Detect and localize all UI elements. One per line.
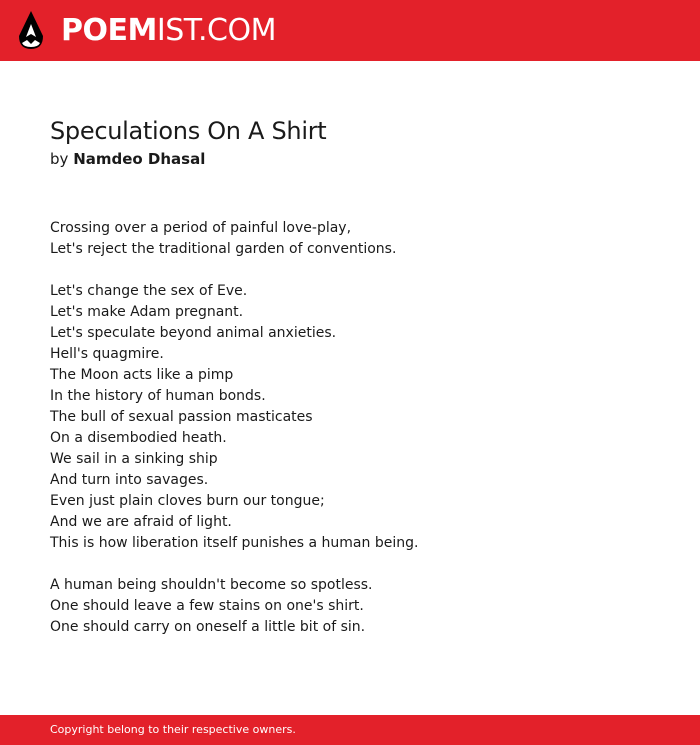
poem-line: One should leave a few stains on one's shirt. <box>50 598 364 614</box>
poem-line: Even just plain cloves burn our tongue; <box>50 493 325 509</box>
byline <box>50 148 205 170</box>
poem-line: And we are afraid of light. <box>50 514 232 530</box>
poem-line: And turn into savages. <box>50 472 209 488</box>
poem-line: This is how liberation itself punishes a human being. <box>50 535 419 551</box>
copyright-notice: Copyright belong to their respective owners. <box>50 723 296 736</box>
poem-line: On a disembodied heath. <box>50 430 227 446</box>
poem-line: Hell's quagmire. <box>50 346 164 362</box>
poem-line: Let's speculate beyond animal anxieties. <box>50 325 337 341</box>
logo-bold-part: POEM <box>61 13 157 48</box>
poem-line: In the history of human bonds. <box>50 388 266 404</box>
byline-label: by <box>50 150 69 168</box>
poem-line: Crossing over a period of painful love-play, <box>50 220 352 236</box>
poem-title: Speculations On A Shirt <box>50 117 327 145</box>
poem-line: A human being shouldn't become so spotless. <box>50 577 373 593</box>
stanza <box>50 281 670 554</box>
pen-nib-icon <box>18 10 44 50</box>
site-logo-text <box>61 13 276 49</box>
stanza <box>50 575 670 638</box>
site-header <box>0 0 700 61</box>
poem-line: Let's change the sex of Eve. <box>50 283 248 299</box>
poem-line: One should carry on oneself a little bit of sin. <box>50 619 366 635</box>
author-name[interactable]: Namdeo Dhasal <box>73 150 206 168</box>
logo-light-part: IST.COM <box>156 13 276 48</box>
poem-body <box>50 218 670 659</box>
poem-line: The bull of sexual passion masticates <box>50 409 313 425</box>
poem-line: We sail in a sinking ship <box>50 451 218 467</box>
poem-line: Let's reject the traditional garden of conventions. <box>50 241 397 257</box>
stanza <box>50 218 670 260</box>
poem-line: The Moon acts like a pimp <box>50 367 234 383</box>
site-footer <box>0 715 700 745</box>
poem-line: Let's make Adam pregnant. <box>50 304 244 320</box>
